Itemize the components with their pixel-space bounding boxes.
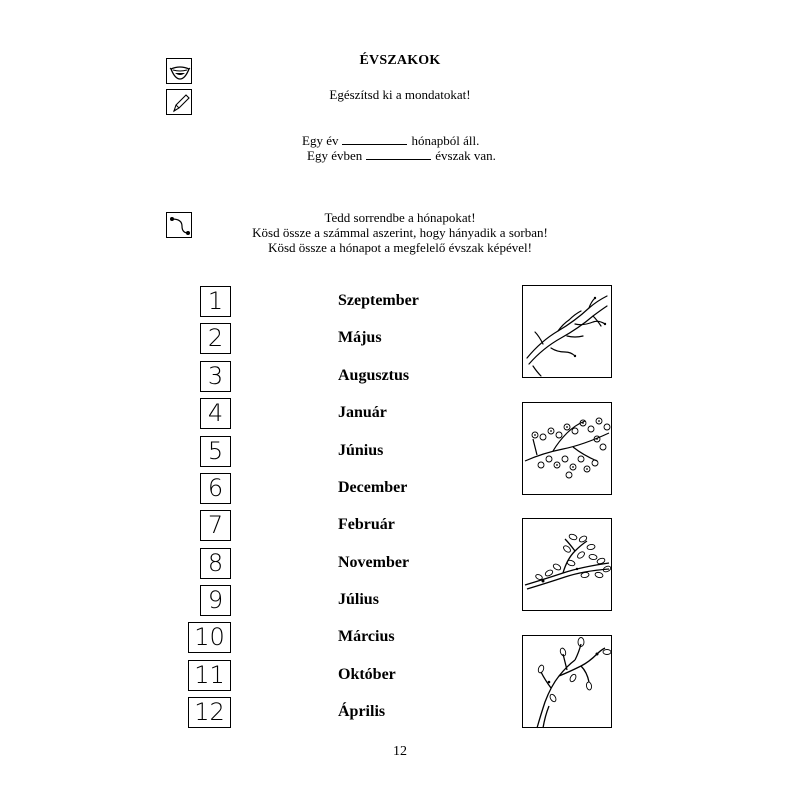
number-box-1[interactable]: 1: [200, 286, 231, 317]
summer-leaves-picture[interactable]: [522, 518, 612, 611]
number-box-2[interactable]: 2: [200, 323, 231, 354]
month-marcius[interactable]: Március: [338, 628, 395, 645]
summer-leaves-branch-icon: [523, 519, 613, 612]
winter-branch-picture[interactable]: [522, 285, 612, 378]
blank-line-1[interactable]: [342, 135, 407, 145]
number-box-8[interactable]: 8: [200, 548, 231, 579]
month-szeptember[interactable]: Szeptember: [338, 292, 419, 309]
blossom-branch-icon: [523, 403, 613, 496]
number-box-11[interactable]: 11: [188, 660, 231, 691]
month-majus[interactable]: Május: [338, 329, 382, 346]
month-augusztus[interactable]: Augusztus: [338, 367, 410, 384]
winter-branch-icon: [523, 286, 613, 379]
instruction-complete-sentences: Egészítsd ki a mondatokat!: [329, 87, 471, 102]
page-number: 12: [393, 744, 407, 759]
number-box-6[interactable]: 6: [200, 473, 231, 504]
spring-blossom-picture[interactable]: [522, 402, 612, 495]
month-aprilis[interactable]: Április: [338, 703, 386, 720]
month-november[interactable]: November: [338, 554, 410, 571]
autumn-branch-icon: [523, 636, 613, 729]
month-julius[interactable]: Július: [338, 591, 379, 608]
month-januar[interactable]: Január: [338, 404, 387, 421]
number-box-4[interactable]: 4: [200, 398, 231, 429]
number-box-9[interactable]: 9: [200, 585, 231, 616]
sentence-2: Egy évben évszak van.: [307, 148, 496, 163]
sentence-1: Egy év hónapból áll.: [302, 133, 480, 148]
month-junius[interactable]: Június: [338, 442, 384, 459]
instruction-connect-pictures: Kösd össze a hónapot a megfelelő évszak képével!: [268, 240, 532, 255]
instruction-order-months: Tedd sorrendbe a hónapokat!: [324, 210, 476, 225]
number-box-10[interactable]: 10: [188, 622, 231, 653]
blank-line-2[interactable]: [366, 150, 431, 160]
month-december[interactable]: December: [338, 479, 408, 496]
number-box-12[interactable]: 12: [188, 697, 231, 728]
autumn-branch-picture[interactable]: [522, 635, 612, 728]
number-box-7[interactable]: 7: [200, 510, 231, 541]
instruction-connect-numbers: Kösd össze a számmal aszerint, hogy hányadik a sorban!: [252, 225, 548, 240]
number-box-3[interactable]: 3: [200, 361, 231, 392]
month-oktober[interactable]: Október: [338, 666, 396, 683]
page-title: ÉVSZAKOK: [359, 53, 441, 68]
number-box-5[interactable]: 5: [200, 436, 231, 467]
month-februar[interactable]: Február: [338, 516, 395, 533]
